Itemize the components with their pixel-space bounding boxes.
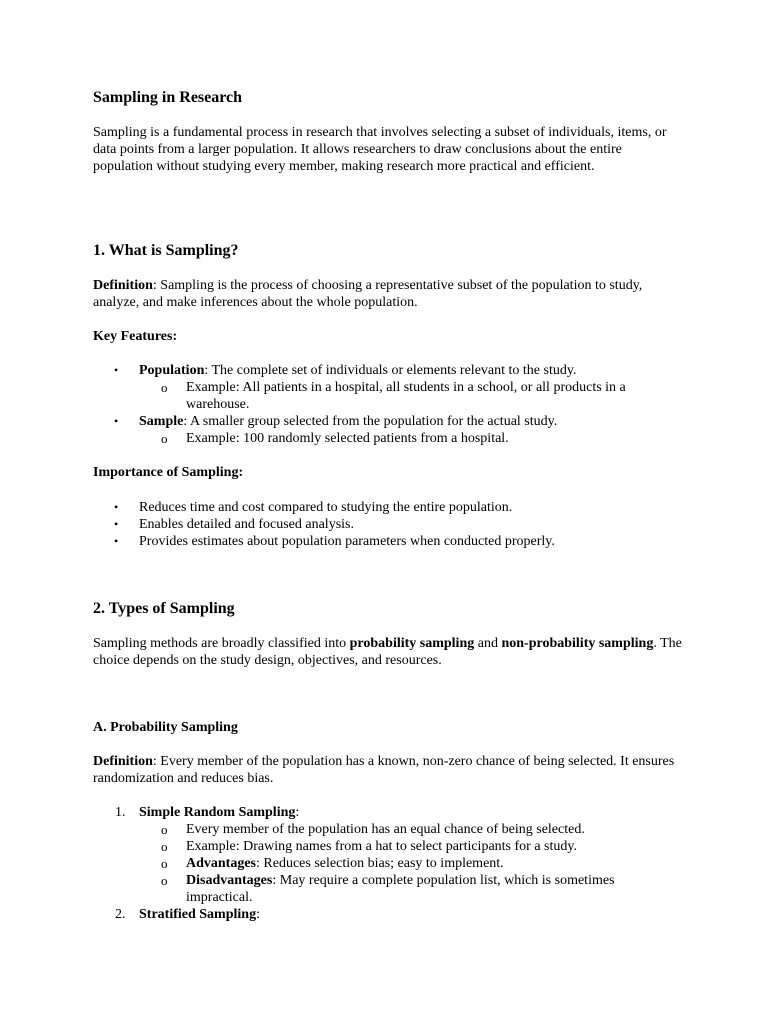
definition-label: Definition <box>93 278 153 293</box>
list-item: Provides estimates about population parameters when conducted properly. <box>139 534 555 549</box>
bullet-icon: • <box>114 363 119 377</box>
sub-item-lead: Disadvantages <box>186 873 273 888</box>
sub-item-text: : Reduces selection bias; easy to implement. <box>256 856 504 871</box>
key-features-heading: Key Features: <box>93 329 178 344</box>
list-item <box>139 362 689 379</box>
bullet-icon: • <box>114 500 119 514</box>
colon: : <box>256 907 260 922</box>
colon: : <box>295 805 300 820</box>
sub-bullet-icon: o <box>161 856 168 871</box>
list-number: 2. <box>115 907 126 922</box>
definition-text: : Sampling is the process of choosing a representative subset of the population to study, analyze, and make inferences about the whole population. <box>93 278 643 310</box>
probability-sampling-heading: A. Probability Sampling <box>93 720 238 735</box>
text-run: and <box>474 636 502 651</box>
bold-term: non-probability sampling <box>501 636 654 651</box>
sub-bullet-icon: o <box>161 822 168 837</box>
list-number: 1. <box>115 805 126 820</box>
method-term: Stratified Sampling <box>139 907 257 922</box>
sub-list-item <box>186 872 666 906</box>
sub-bullet-icon: o <box>161 431 168 446</box>
sub-list-item: Example: 100 randomly selected patients from a hospital. <box>186 431 509 446</box>
definition-label: Definition <box>93 754 153 769</box>
list-item <box>139 804 299 821</box>
sub-list-item <box>186 855 686 872</box>
document-title: Sampling in Research <box>93 89 243 106</box>
probability-definition-paragraph <box>93 753 685 787</box>
section-2-heading: 2. Types of Sampling <box>93 600 235 617</box>
sub-item-text: : May require a complete population list, which is sometimes impractical. <box>186 873 615 905</box>
section-1-heading: 1. What is Sampling? <box>93 242 239 259</box>
bullet-icon: • <box>114 517 119 531</box>
definition-text: : Every member of the population has a known, non-zero chance of being selected. It ensures randomization and reduces bias. <box>93 754 675 786</box>
bold-term: probability sampling <box>349 636 475 651</box>
sub-bullet-icon: o <box>161 380 168 395</box>
sub-bullet-icon: o <box>161 839 168 854</box>
list-item <box>139 906 260 923</box>
feature-text: : The complete set of individuals or elements relevant to the study. <box>204 363 577 378</box>
sub-list-item: Every member of the population has an equal chance of being selected. <box>186 822 585 837</box>
sub-bullet-icon: o <box>161 873 168 888</box>
sub-item-lead: Advantages <box>186 856 257 871</box>
bullet-icon: • <box>114 534 119 548</box>
importance-heading: Importance of Sampling: <box>93 465 244 480</box>
bullet-icon: • <box>114 414 119 428</box>
sub-list-item: Example: All patients in a hospital, all students in a school, or all products in a warehouse. <box>186 380 626 412</box>
definition-paragraph <box>93 277 685 311</box>
list-item <box>139 413 689 430</box>
list-item: Enables detailed and focused analysis. <box>139 517 354 532</box>
sub-list-item: Example: Drawing names from a hat to select participants for a study. <box>186 839 577 854</box>
list-item: Reduces time and cost compared to studying the entire population. <box>139 500 513 515</box>
text-run: . The choice depends on the study design, objectives, and resources. <box>93 636 682 668</box>
method-term: Simple Random Sampling <box>139 805 296 820</box>
feature-term: Sample <box>139 414 184 429</box>
intro-paragraph: Sampling is a fundamental process in research that involves selecting a subset of individuals, items, or data points from a larger population. It allows researchers to draw conclusions about the entire population without studying every member, making research more practical and efficient. <box>93 125 667 174</box>
types-paragraph <box>93 635 685 669</box>
feature-text: : A smaller group selected from the population for the actual study. <box>183 414 558 429</box>
feature-term: Population <box>139 363 205 378</box>
text-run: Sampling methods are broadly classified into <box>93 636 350 651</box>
